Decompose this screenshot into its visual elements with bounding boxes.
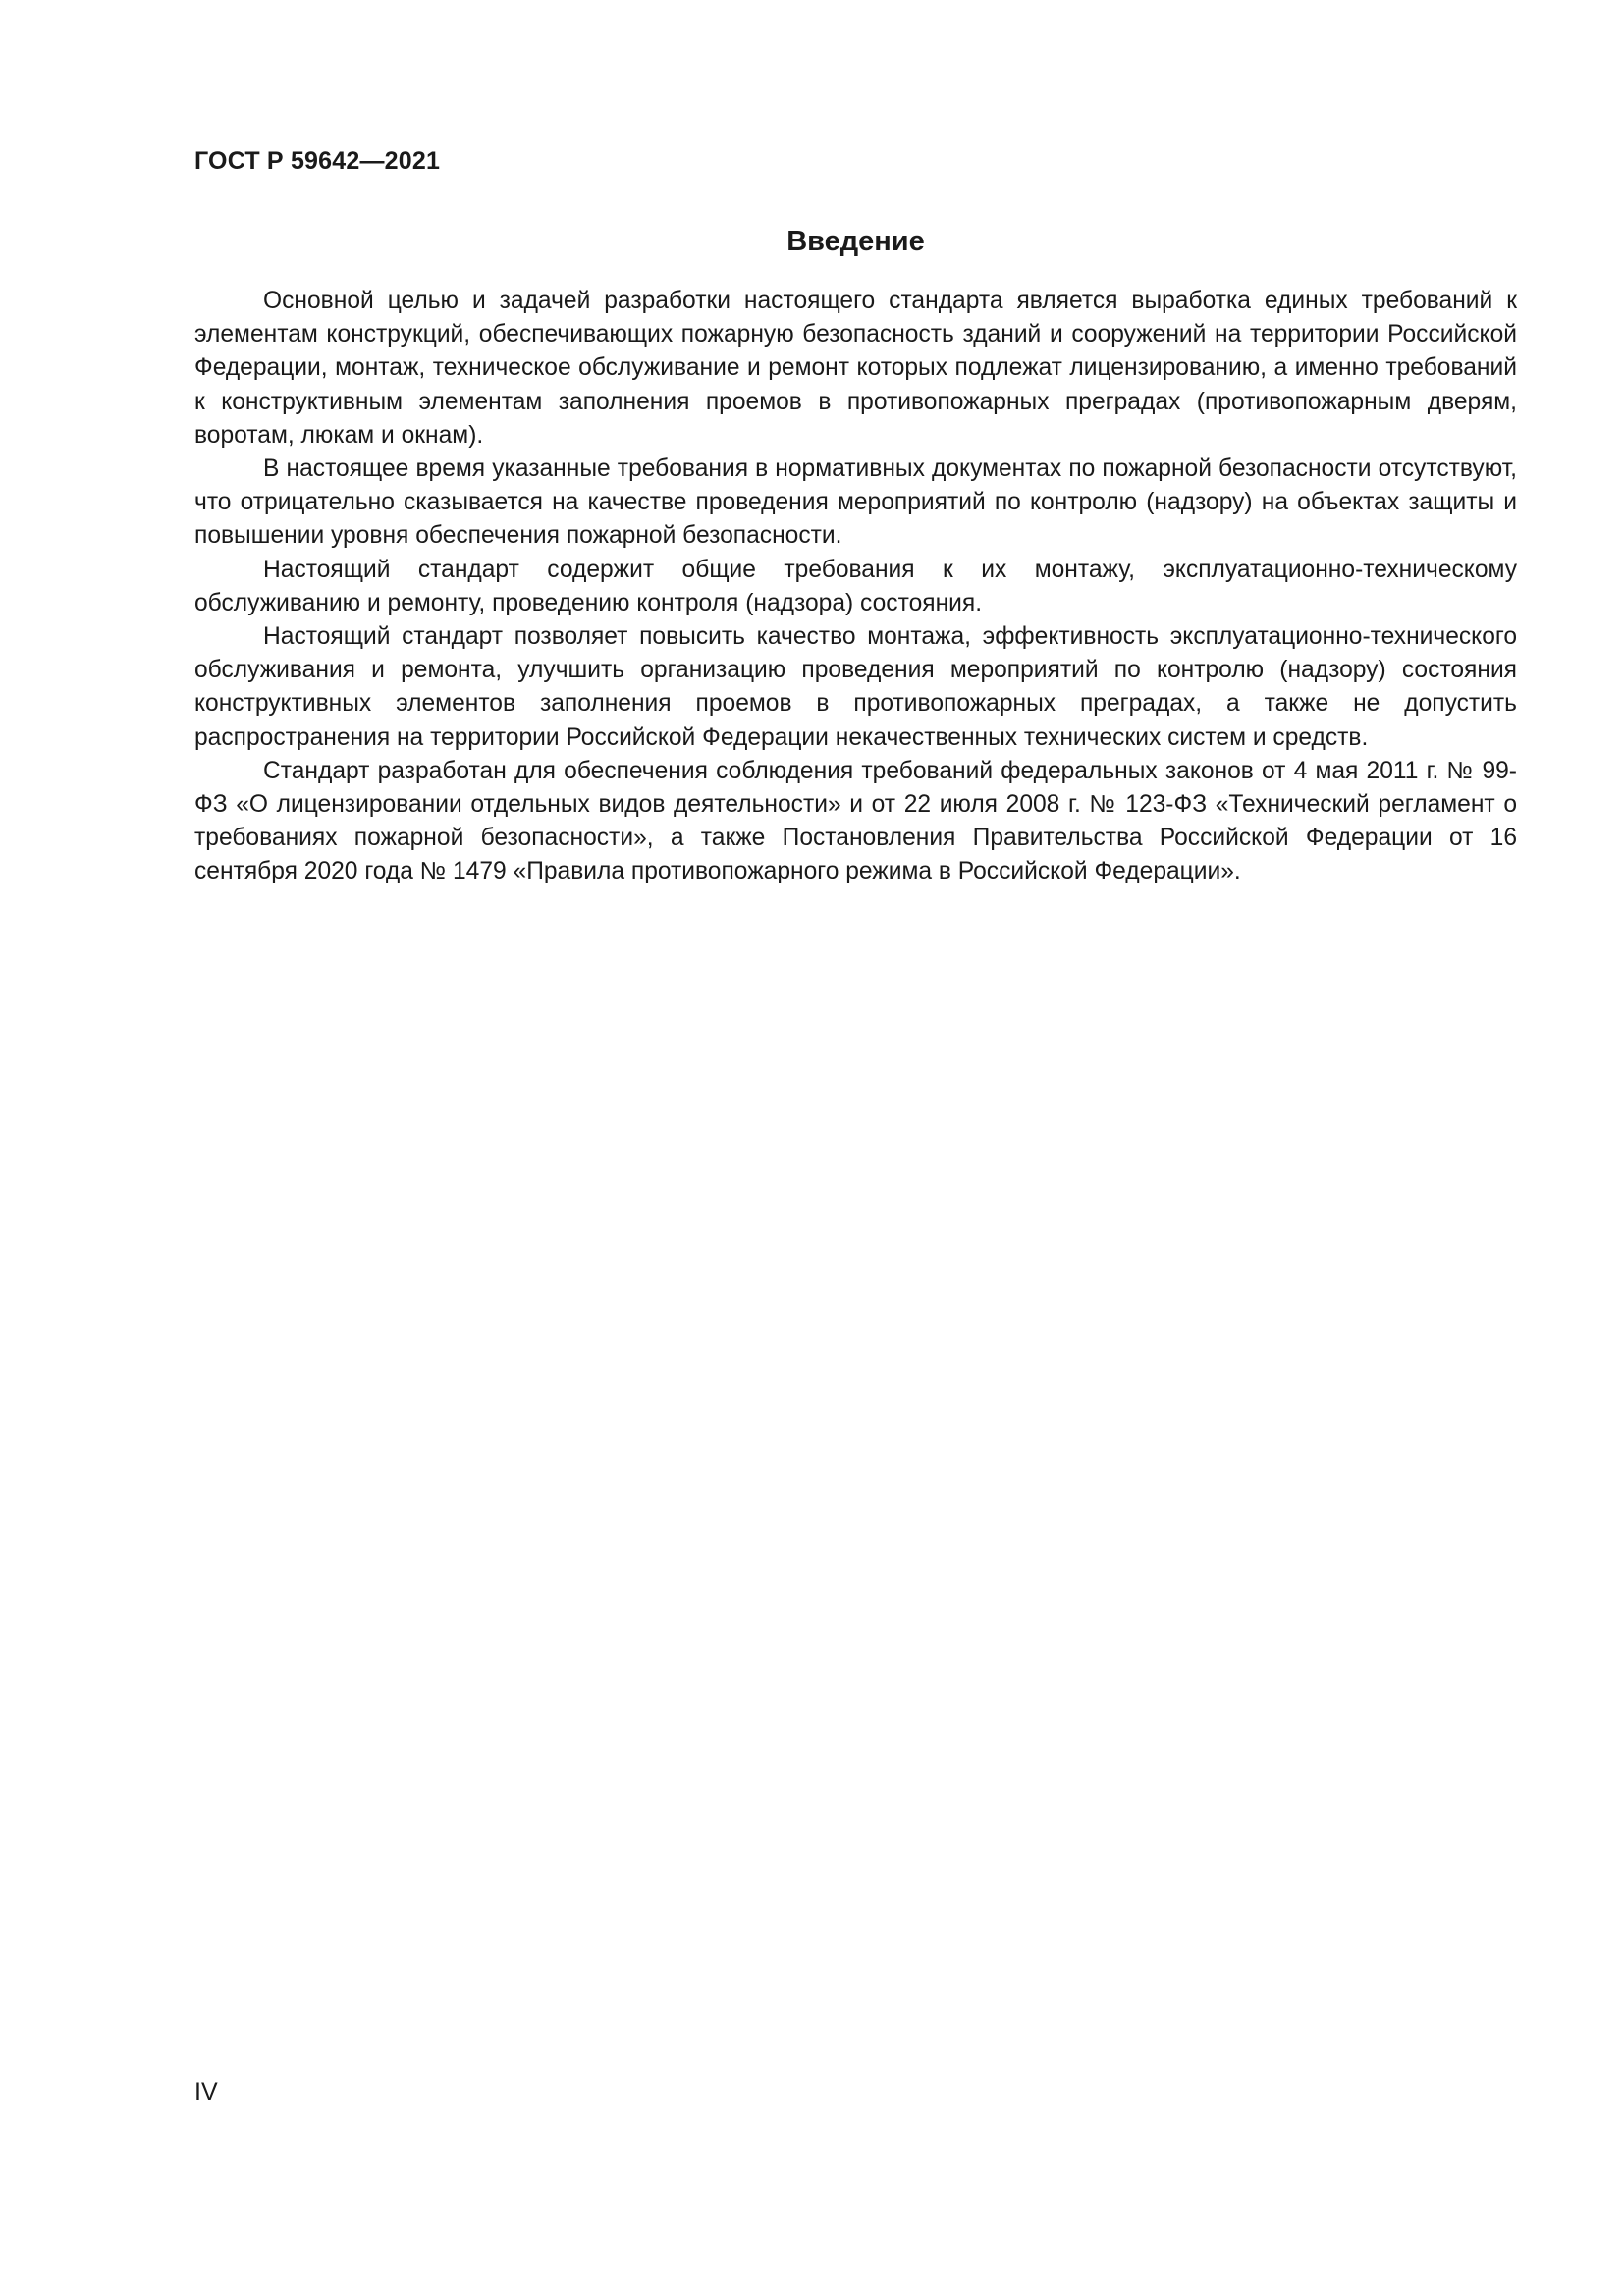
paragraph: Стандарт разработан для обеспечения соблюдения требований федеральных законов от 4 мая 2011 г. № 99-ФЗ «О лицензировании отдельных видов деятельности» и от 22 июля 2008 г. № 123-ФЗ «Технический регламент о требованиях пожарной безопасности», а также Постановления Правительства Российской Федерации от 16 сентября 2020 года № 1479 «Правила противопожарного режима в Российской Федерации». [194,757,1517,885]
document-code: ГОСТ Р 59642—2021 [194,147,441,175]
paragraph: Основной целью и задачей разработки настоящего стандарта является выработка единых требований к элементам конструкций, обеспечивающих пожарную безопасность зданий и сооружений на территории Российской Федерации, монтаж, техническое обслуживание и ремонт которых подлежат лицензированию, а именно требований к конструктивным элементам заполнения проемов в противопожарных преградах (противопожарным дверям, воротам, люкам и окнам). [194,288,1517,449]
body-text [194,285,1517,889]
page-number: IV [194,2078,218,2106]
section-title: Введение [786,226,925,257]
paragraph: Настоящий стандарт позволяет повысить качество монтажа, эффективность эксплуатационно-технического обслуживания и ремонта, улучшить организацию проведения мероприятий по контролю (надзору) состояния конструктивных элементов заполнения проемов в противопожарных преградах, а также не допустить распространения на территории Российской Федерации некачественных технических систем и средств. [194,623,1517,751]
paragraph: В настоящее время указанные требования в нормативных документах по пожарной безопасности отсутствуют, что отрицательно сказывается на качестве проведения мероприятий по контролю (надзору) на объектах защиты и повышении уровня обеспечения пожарной безопасности. [194,455,1517,550]
paragraph: Настоящий стандарт содержит общие требования к их монтажу, эксплуатационно-техническому обслуживанию и ремонту, проведению контроля (надзора) состояния. [194,556,1517,616]
